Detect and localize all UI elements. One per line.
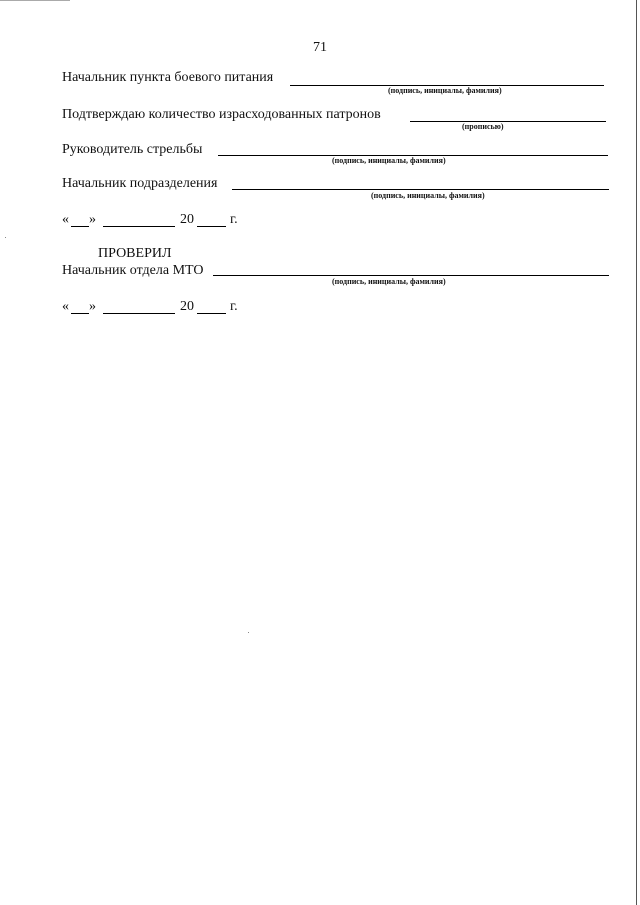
date2-quote-open: « bbox=[62, 299, 69, 314]
mto-chief-caption: (подпись, инициалы, фамилия) bbox=[332, 277, 446, 286]
date2-month-line[interactable] bbox=[103, 313, 175, 314]
date1-day-line[interactable] bbox=[71, 226, 89, 227]
mto-chief-label: Начальник отдела МТО bbox=[62, 263, 204, 278]
date1-year-suffix: г. bbox=[230, 212, 238, 227]
date2-year-prefix: 20 bbox=[180, 299, 194, 314]
date1-year-prefix: 20 bbox=[180, 212, 194, 227]
unit-commander-signature-line[interactable] bbox=[232, 189, 609, 190]
page-number: 71 bbox=[313, 40, 327, 55]
ammo-confirm-label: Подтверждаю количество израсходованных патронов bbox=[62, 107, 381, 122]
scan-edge-top bbox=[0, 0, 70, 1]
date2-year-line[interactable] bbox=[197, 313, 226, 314]
date2-year-suffix: г. bbox=[230, 299, 238, 314]
checked-heading: ПРОВЕРИЛ bbox=[98, 246, 172, 261]
scan-speck bbox=[248, 632, 249, 633]
firing-director-caption: (подпись, инициалы, фамилия) bbox=[332, 156, 446, 165]
date2-day-line[interactable] bbox=[71, 313, 89, 314]
date1-year-line[interactable] bbox=[197, 226, 226, 227]
date1-quote-open: « bbox=[62, 212, 69, 227]
date1-month-line[interactable] bbox=[103, 226, 175, 227]
ammo-point-chief-label: Начальник пункта боевого питания bbox=[62, 70, 274, 85]
ammo-confirm-caption: (прописью) bbox=[462, 122, 504, 131]
date2-quote-close: » bbox=[89, 299, 96, 314]
ammo-confirm-amount-line[interactable] bbox=[410, 121, 606, 122]
scan-speck bbox=[5, 237, 6, 238]
ammo-point-chief-caption: (подпись, инициалы, фамилия) bbox=[388, 86, 502, 95]
unit-commander-caption: (подпись, инициалы, фамилия) bbox=[371, 191, 485, 200]
unit-commander-label: Начальник подразделения bbox=[62, 176, 218, 191]
firing-director-label: Руководитель стрельбы bbox=[62, 142, 203, 157]
scan-edge-right bbox=[636, 0, 637, 905]
date1-quote-close: » bbox=[89, 212, 96, 227]
mto-chief-signature-line[interactable] bbox=[213, 275, 609, 276]
